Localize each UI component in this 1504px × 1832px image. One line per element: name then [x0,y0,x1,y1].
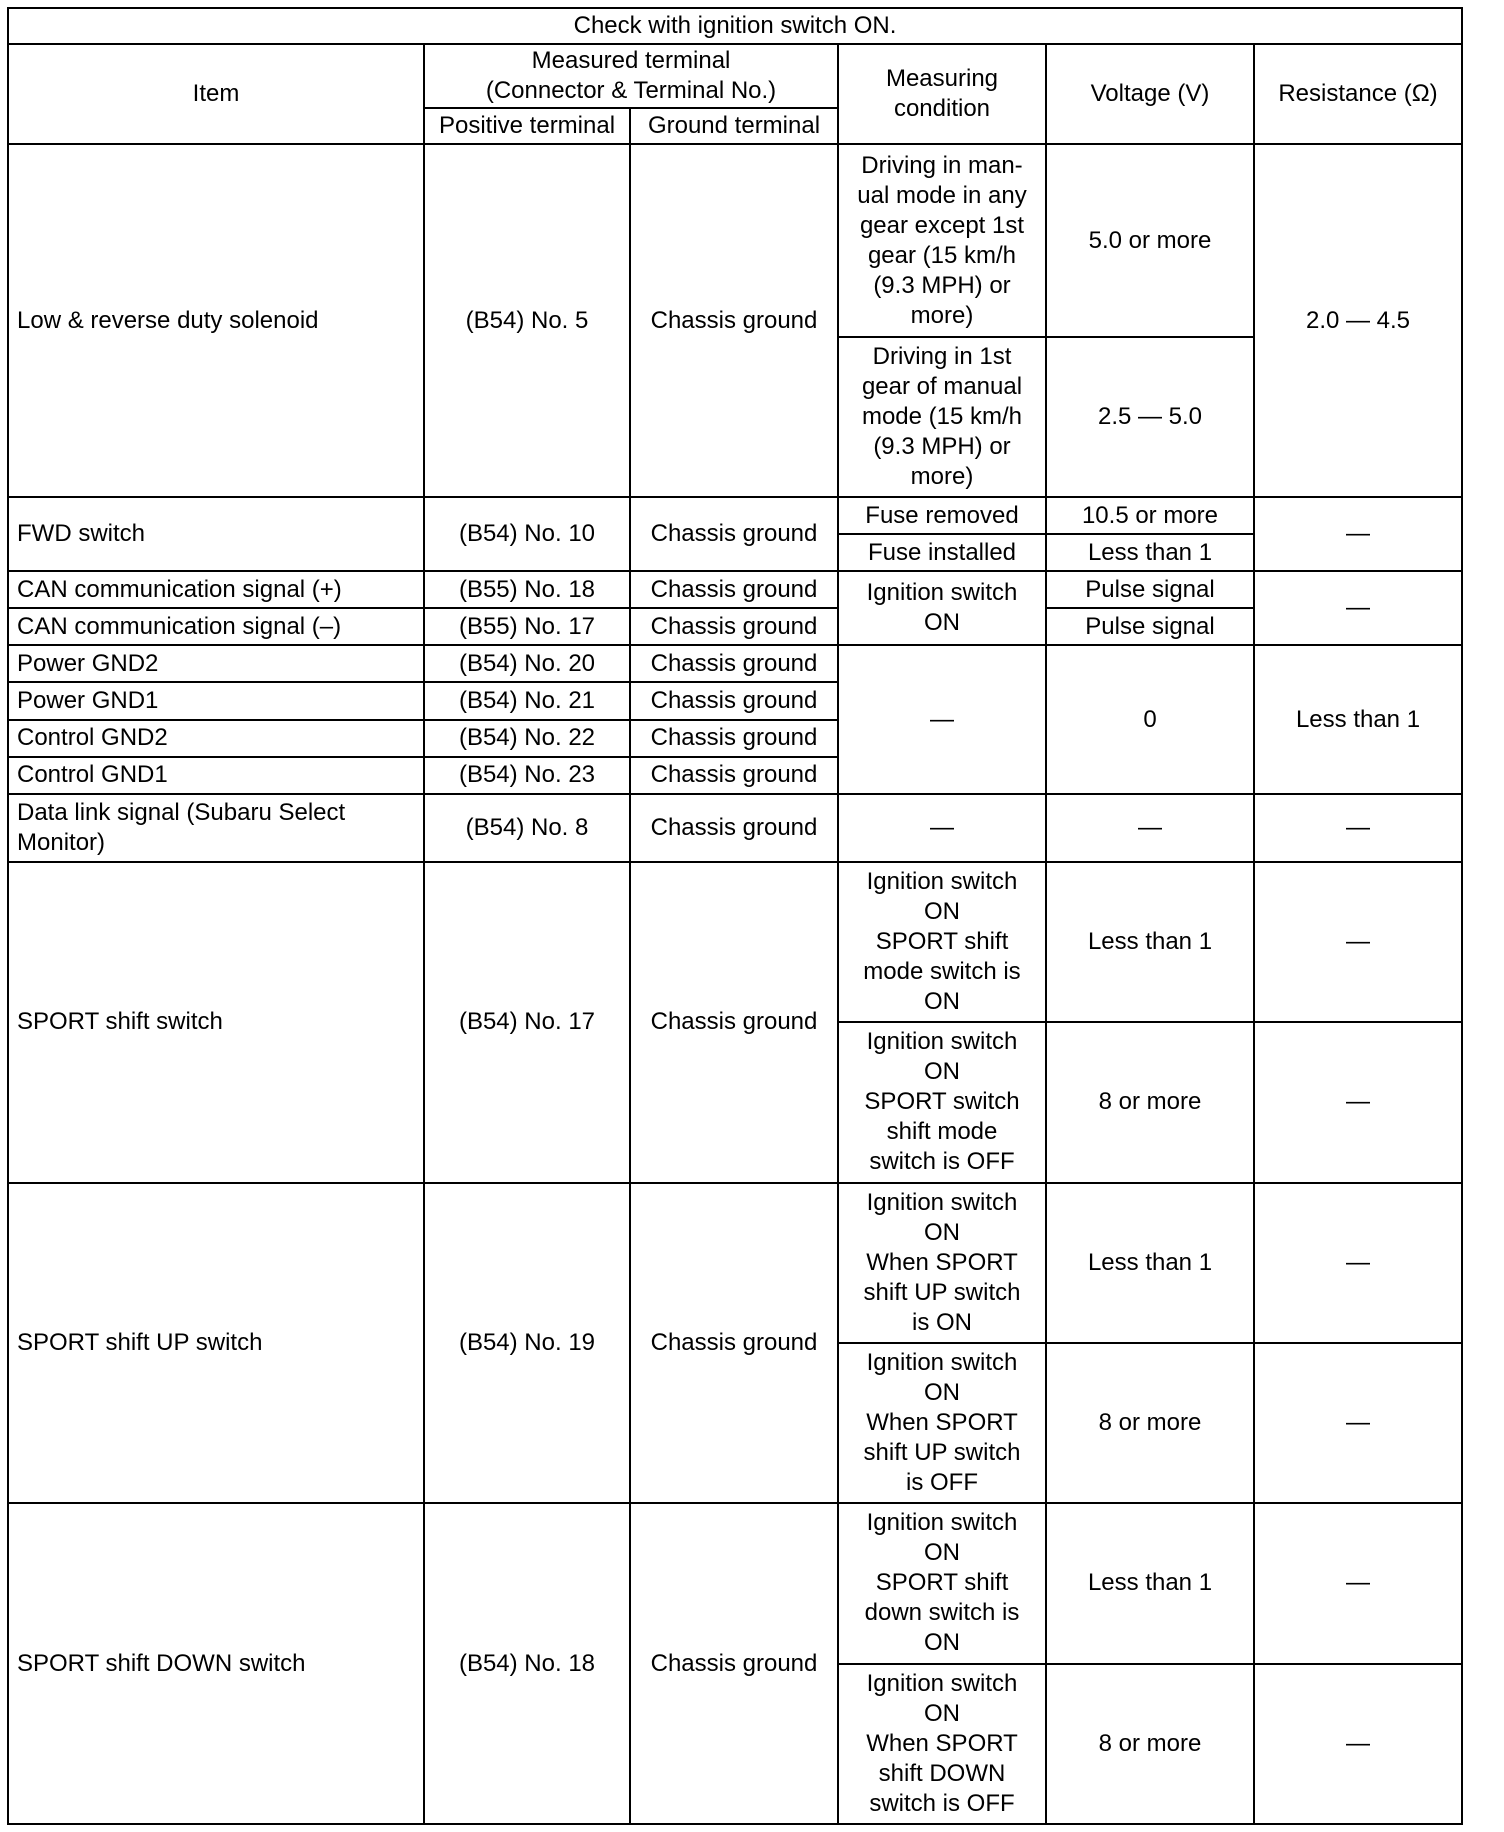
voltage-cell: Less than 1 [1046,1503,1254,1663]
ground-terminal-cell: Chassis ground [630,1183,838,1504]
condition-cell: Ignition switch ON When SPORT shift UP switch is ON [838,1183,1046,1343]
positive-terminal-cell: (B54) No. 19 [424,1183,630,1504]
item-cell: Control GND2 [8,720,424,757]
header-measured-terminal: Measured terminal (Connector & Terminal No.) [424,44,838,108]
table-row [8,1183,1462,1343]
item-cell: CAN communication signal (+) [8,571,424,608]
resistance-cell: — [1254,1503,1462,1663]
ground-terminal-cell: Chassis ground [630,862,838,1183]
item-cell: CAN communication signal (–) [8,608,424,645]
condition-cell: — [838,645,1046,793]
resistance-cell: — [1254,571,1462,645]
resistance-cell: — [1254,1022,1462,1182]
voltage-cell: Less than 1 [1046,1183,1254,1343]
item-cell: Power GND1 [8,682,424,719]
header-ground-terminal: Ground terminal [630,108,838,144]
table-row [8,571,1462,608]
item-cell: SPORT shift switch [8,862,424,1183]
table-row [8,608,1462,645]
item-cell: FWD switch [8,497,424,571]
voltage-cell: 0 [1046,645,1254,793]
ground-terminal-cell: Chassis ground [630,720,838,757]
ground-terminal-cell: Chassis ground [630,645,838,682]
ground-terminal-cell: Chassis ground [630,571,838,608]
voltage-cell: 5.0 or more [1046,144,1254,336]
voltage-cell: Pulse signal [1046,571,1254,608]
item-cell: SPORT shift UP switch [8,1183,424,1504]
table-row [8,794,1462,862]
voltage-cell: 8 or more [1046,1664,1254,1824]
voltage-cell: — [1046,794,1254,862]
voltage-cell: Less than 1 [1046,862,1254,1022]
table-row [8,144,1462,336]
condition-cell: Fuse removed [838,497,1046,534]
positive-terminal-cell: (B54) No. 8 [424,794,630,862]
item-cell: Control GND1 [8,757,424,794]
table-row [8,497,1462,534]
resistance-cell: — [1254,794,1462,862]
table-title: Check with ignition switch ON. [8,8,1462,44]
ground-terminal-cell: Chassis ground [630,144,838,497]
condition-cell: Driving in man- ual mode in any gear except 1st gear (15 km/h (9.3 MPH) or more) [838,144,1046,336]
voltage-cell: Pulse signal [1046,608,1254,645]
table-row [8,645,1462,682]
voltage-cell: 8 or more [1046,1343,1254,1503]
positive-terminal-cell: (B54) No. 21 [424,682,630,719]
header-row [8,44,1462,108]
table-row [8,1503,1462,1663]
item-cell: Power GND2 [8,645,424,682]
item-cell: SPORT shift DOWN switch [8,1503,424,1824]
voltage-cell: 2.5 — 5.0 [1046,337,1254,497]
header-positive-terminal: Positive terminal [424,108,630,144]
resistance-cell: — [1254,1183,1462,1343]
positive-terminal-cell: (B54) No. 10 [424,497,630,571]
ground-terminal-cell: Chassis ground [630,757,838,794]
positive-terminal-cell: (B55) No. 17 [424,608,630,645]
resistance-cell: — [1254,862,1462,1022]
header-resistance: Resistance (Ω) [1254,44,1462,144]
condition-cell: Ignition switch ON When SPORT shift DOWN switch is OFF [838,1664,1046,1824]
positive-terminal-cell: (B55) No. 18 [424,571,630,608]
resistance-cell: — [1254,497,1462,571]
positive-terminal-cell: (B54) No. 18 [424,1503,630,1824]
positive-terminal-cell: (B54) No. 22 [424,720,630,757]
voltage-cell: Less than 1 [1046,534,1254,571]
condition-cell: Driving in 1st gear of manual mode (15 km/h (9.3 MPH) or more) [838,337,1046,497]
item-cell: Data link signal (Subaru Select Monitor) [8,794,424,862]
resistance-cell: — [1254,1664,1462,1824]
voltage-cell: 8 or more [1046,1022,1254,1182]
table-row [8,862,1462,1022]
terminal-check-table [7,7,1463,1825]
ground-terminal-cell: Chassis ground [630,682,838,719]
ground-terminal-cell: Chassis ground [630,608,838,645]
condition-cell: — [838,794,1046,862]
ground-terminal-cell: Chassis ground [630,794,838,862]
condition-cell: Ignition switch ON SPORT shift mode switch is ON [838,862,1046,1022]
ground-terminal-cell: Chassis ground [630,1503,838,1824]
condition-cell: Ignition switch ON SPORT shift down switch is ON [838,1503,1046,1663]
positive-terminal-cell: (B54) No. 20 [424,645,630,682]
table-title-row [8,8,1462,44]
condition-cell: Ignition switch ON [838,571,1046,645]
resistance-cell: Less than 1 [1254,645,1462,793]
header-condition: Measuring condition [838,44,1046,144]
header-voltage: Voltage (V) [1046,44,1254,144]
ground-terminal-cell: Chassis ground [630,497,838,571]
item-cell: Low & reverse duty solenoid [8,144,424,497]
resistance-cell: 2.0 — 4.5 [1254,144,1462,497]
condition-cell: Fuse installed [838,534,1046,571]
positive-terminal-cell: (B54) No. 23 [424,757,630,794]
header-item: Item [8,44,424,144]
positive-terminal-cell: (B54) No. 5 [424,144,630,497]
resistance-cell: — [1254,1343,1462,1503]
positive-terminal-cell: (B54) No. 17 [424,862,630,1183]
condition-cell: Ignition switch ON SPORT switch shift mode switch is OFF [838,1022,1046,1182]
condition-cell: Ignition switch ON When SPORT shift UP switch is OFF [838,1343,1046,1503]
voltage-cell: 10.5 or more [1046,497,1254,534]
